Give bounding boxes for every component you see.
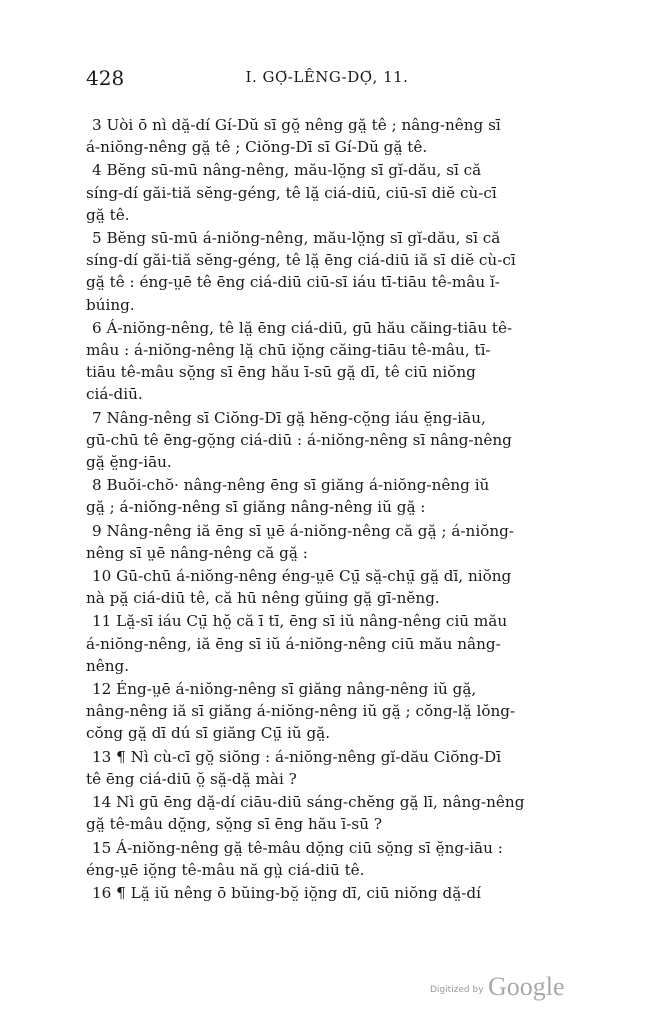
- verse-line: ciá-diū.: [86, 385, 143, 404]
- verse-line: nêng.: [86, 656, 130, 675]
- verse-line: 6 Á-niŏng-nêng, tê lă̤ ēng ciá-diū, gū hău căing-tiāu tê-: [92, 318, 513, 337]
- verse-text-block: [86, 114, 572, 905]
- verse-line: nêng sī ṳē nâng-nêng că gă̤ :: [86, 543, 308, 562]
- verse-paragraph: [86, 114, 572, 158]
- verse-paragraph: [86, 746, 572, 790]
- verse-paragraph: [86, 882, 572, 904]
- verse-paragraph: [86, 159, 572, 226]
- verse-paragraph: [86, 565, 572, 609]
- verse-line: 10 Gū-chū á-niŏng-nêng éng-ṳē Cṳ̄ să̤-chṳ̄ gă̤ dī, niŏng: [92, 567, 512, 586]
- verse-line: á-niŏng-nêng, iă ēng sī iŭ á-niŏng-nêng ciū mău nâng-: [86, 634, 501, 653]
- digitized-by-label: Digitized by: [430, 985, 484, 995]
- verse-line: gă̤ tê : éng-ṳē tê ēng ciá-diū ciū-sī iáu tī-tiāu tê-mâu ĭ-: [86, 273, 500, 292]
- verse-paragraph: [86, 837, 572, 881]
- verse-paragraph: [86, 474, 572, 518]
- verse-line: cŏng gă̤ dī dú sī giăng Cṳ̄ iŭ gă̤.: [86, 724, 331, 743]
- verse-line: 5 Bĕng sū-mū á-niŏng-nêng, mău-lŏ̤ng sī gĭ-dău, sī că: [92, 229, 501, 248]
- verse-line: éng-ṳē iŏ̤ng tê-mâu nă gṳ̀ ciá-diū tê.: [86, 860, 365, 879]
- google-logo: Google: [488, 972, 565, 1001]
- verse-line: mâu : á-niŏng-nêng lă̤ chū iŏ̤ng căing-tiāu tê-mâu, tī-: [86, 341, 491, 360]
- running-title: I. GỌ̆-LÊNG-DỌ̆, 11.: [245, 68, 409, 86]
- verse-line: gă̤ tê.: [86, 205, 130, 224]
- verse-line: 15 Á-niŏng-nêng gă̤ tê-mâu dŏ̤ng ciū sŏ̤ng sī ĕ̤ng-iāu :: [92, 838, 503, 857]
- verse-paragraph: [86, 317, 572, 406]
- verse-paragraph: [86, 791, 572, 835]
- verse-line: 9 Nâng-nêng iă ēng sī ṳē á-niŏng-nêng că gă̤ ; á-niŏng-: [92, 521, 514, 540]
- verse-line: tê ēng ciá-diū ŏ̤ să̤-dă̤ mài ?: [86, 769, 297, 788]
- digitized-by-watermark: [430, 972, 580, 1002]
- verse-line: 16 ¶ Lă̤ iŭ nêng ō bŭing-bŏ̤ iŏ̤ng dī, ciū niŏng dă̤-dí: [92, 883, 481, 902]
- verse-line: búing.: [86, 295, 135, 314]
- verse-line: 14 Nì gū ēng dă̤-dí ciāu-diū sáng-chĕng gă̤ lī, nâng-nêng: [92, 793, 525, 812]
- verse-line: 7 Nâng-nêng sī Ciŏng-Dī gă̤ hĕng-cŏ̤ng iáu ĕ̤ng-iāu,: [92, 408, 486, 427]
- verse-line: tiāu tê-mâu sŏ̤ng sī ēng hău ī-sū gă̤ dī, tê ciū niŏng: [86, 363, 476, 382]
- verse-line: 8 Buŏi-chŏ· nâng-nêng ēng sī giăng á-niŏng-nêng iŭ: [92, 476, 490, 495]
- verse-line: 13 ¶ Nì cù-cī gŏ̤ siŏng : á-niŏng-nêng gĭ-dău Ciŏng-Dī: [92, 747, 502, 766]
- verse-line: síng-dí găi-tiă sĕng-géng, tê lă̤ ēng ciá-diū iă sī diĕ cù-cī: [86, 251, 516, 270]
- verse-paragraph: [86, 678, 572, 745]
- verse-line: gă̤ ĕ̤ng-iāu.: [86, 453, 172, 472]
- verse-line: 12 Éng-ṳē á-niŏng-nêng sī giăng nâng-nêng iŭ gă̤,: [92, 680, 477, 699]
- verse-line: gū-chū tê ēng-gŏ̤ng ciá-diū : á-niŏng-nêng sī nâng-nêng: [86, 430, 512, 449]
- verse-line: gă̤ ; á-niŏng-nêng sī giăng nâng-nêng iŭ gă̤ :: [86, 498, 426, 517]
- verse-line: 4 Bĕng sū-mū nâng-nêng, mău-lŏ̤ng sī gĭ-dău, sī că: [92, 161, 482, 180]
- verse-line: á-niŏng-nêng gă̤ tê ; Ciŏng-Dī sī Gí-Dŭ gă̤ tê.: [86, 138, 428, 157]
- verse-line: 3 Uòi ō nì dă̤-dí Gí-Dŭ sī gŏ̤ nêng gă̤ tê ; nâng-nêng sī: [92, 116, 501, 134]
- verse-paragraph: [86, 520, 572, 564]
- verse-paragraph: [86, 407, 572, 474]
- verse-line: síng-dí găi-tiă sĕng-géng, tê lă̤ ciá-diū, ciū-sī diĕ cù-cī: [86, 183, 497, 202]
- verse-paragraph: [86, 227, 572, 316]
- verse-line: nà pă̤ ciá-diū tê, că hū nêng gŭing gă̤ gī-nĕng.: [86, 589, 440, 608]
- page-number: 428: [86, 66, 125, 90]
- verse-paragraph: [86, 610, 572, 677]
- verse-line: 11 Lă̤-sī iáu Cṳ̄ hŏ̤ că ī tī, ēng sī iŭ nâng-nêng ciū mău: [92, 612, 508, 631]
- verse-line: nâng-nêng iă sī giăng á-niŏng-nêng iŭ gă̤ ; cŏng-lă̤ lŏng-: [86, 702, 516, 721]
- verse-line: gă̤ tê-mâu dŏ̤ng, sŏ̤ng sī ēng hău ī-sū ?: [86, 815, 382, 834]
- page-header: [86, 62, 568, 96]
